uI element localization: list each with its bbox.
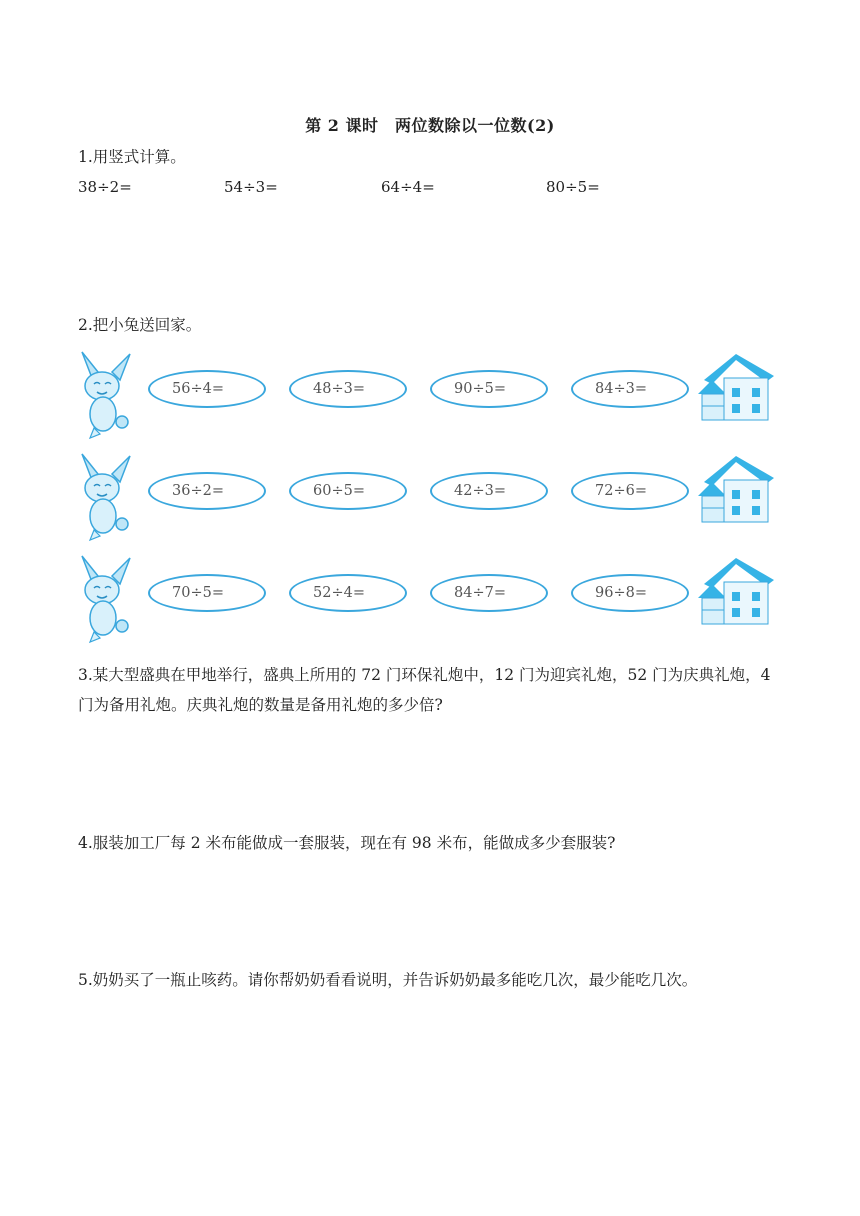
division-oval: 36÷2= [148,472,266,510]
page-title: 第 2 课时 两位数除以一位数(2) [305,116,555,135]
house-icon [696,452,776,524]
division-oval: 96÷8= [571,574,689,612]
question-4-text: 4.服装加工厂每 2 米布能做成一套服装，现在有 98 米布，能做成多少套服装? [78,834,616,852]
division-oval: 56÷4= [148,370,266,408]
division-oval: 52÷4= [289,574,407,612]
calc-item: 54÷3= [224,178,278,196]
division-oval: 90÷5= [430,370,548,408]
calc-item: 38÷2= [78,178,132,196]
rabbit-row-1 [78,350,778,442]
rabbit-row-2 [78,452,778,544]
rabbit-icon [78,452,136,542]
division-oval: 84÷7= [430,574,548,612]
rabbit-icon [78,554,136,644]
question-2-label: 2.把小兔送回家。 [78,316,202,334]
question-3-text: 3.某大型盛典在甲地举行，盛典上所用的 72 门环保礼炮中，12 门为迎宾礼炮，52 门为庆典礼炮，4 门为备用礼炮。庆典礼炮的数量是备用礼炮的多少倍? [78,666,771,714]
division-oval: 48÷3= [289,370,407,408]
rabbit-icon [78,350,136,440]
rabbit-row-3 [78,554,778,646]
division-oval: 60÷5= [289,472,407,510]
house-icon [696,554,776,626]
division-oval: 72÷6= [571,472,689,510]
house-icon [696,350,776,422]
division-oval: 84÷3= [571,370,689,408]
calc-item: 80÷5= [546,178,600,196]
question-5-text: 5.奶奶买了一瓶止咳药。请你帮奶奶看看说明，并告诉奶奶最多能吃几次，最少能吃几次。 [78,971,698,989]
division-oval: 42÷3= [430,472,548,510]
division-oval: 70÷5= [148,574,266,612]
calc-item: 64÷4= [381,178,435,196]
question-1-label: 1.用竖式计算。 [78,148,186,166]
